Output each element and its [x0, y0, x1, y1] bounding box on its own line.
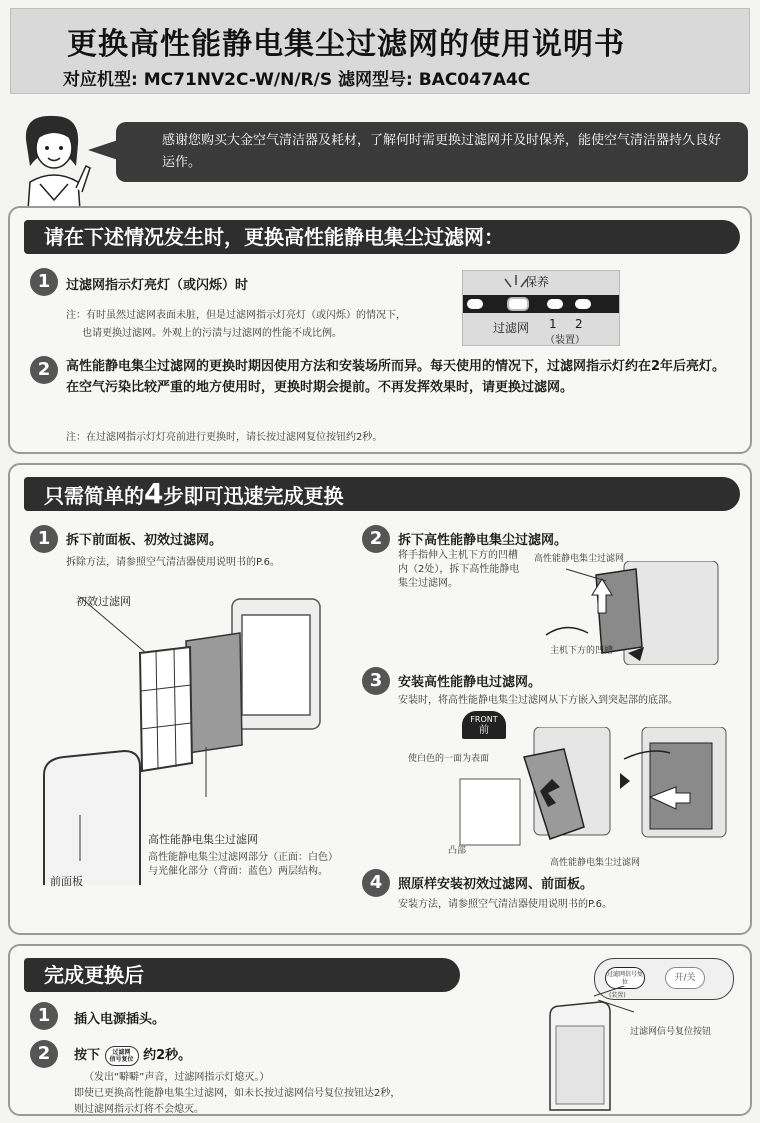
step3-title: 安装高性能静电过滤网。	[398, 675, 542, 690]
after-step-1-text: 插入电源插头。	[74, 1012, 166, 1027]
indicator-label-maintenance: 保养	[525, 275, 550, 289]
front-badge-en: FRONT	[470, 715, 498, 724]
glow-lines-icon	[501, 271, 531, 293]
filter-reset-button[interactable]: 过滤网信号复位	[605, 967, 645, 989]
label-front-panel: 前面板	[50, 875, 83, 888]
front-badge-cn: 前	[479, 725, 489, 736]
label-hp-filter: 高性能静电集尘过滤网	[148, 833, 258, 846]
reset-btn-line1: 过滤网	[112, 1048, 131, 1056]
item1-note1: 注：有时虽然过滤网表面未脏，但是过滤网指示灯亮灯（或闪烁）的情况下，	[66, 310, 406, 321]
step2-label-hp: 高性能静电集尘过滤网	[534, 554, 625, 564]
after-sub-3: 则过滤网指示灯将不会熄灭。	[74, 1104, 204, 1115]
indicator-label-2: 2	[575, 317, 583, 331]
step3-number: 3	[362, 667, 390, 695]
after-step-2-number: 2	[30, 1040, 58, 1068]
indicator-panel	[462, 270, 620, 346]
indicator-dot	[547, 299, 563, 309]
banner-step-count: 4	[144, 477, 164, 510]
after-step-1-number: 1	[30, 1002, 58, 1030]
item1-note2: 也请更换过滤网。外观上的污渍与过滤网的性能不成比例。	[82, 328, 342, 339]
woman-illustration	[14, 110, 92, 210]
step-number-2: 2	[30, 356, 58, 384]
page-title: 更换高性能静电集尘过滤网的使用说明书	[67, 27, 625, 62]
step1-number: 1	[30, 525, 58, 553]
power-button[interactable]: 开/关	[665, 967, 705, 989]
section2-banner	[24, 477, 740, 511]
filter-reset-button-icon	[105, 1046, 139, 1066]
indicator-label-filter: 过滤网	[493, 321, 530, 335]
step3-desc: 安装时，将高性能静电集尘过滤网从下方嵌入到突起部的底部。	[398, 695, 678, 706]
banner-text-pre: 只需简单的	[44, 484, 144, 508]
intro-bubble: 感谢您购买大金空气清洁器及耗材，了解何时需更换过滤网并及时保养，能使空气清洁器持久良好运作。	[116, 122, 748, 182]
panel-small-label: (装置)	[609, 992, 626, 999]
indicator-dot	[575, 299, 591, 309]
section-after-replacement	[8, 944, 752, 1116]
label-prefilter: 初效过滤网	[76, 595, 131, 608]
section-four-steps	[8, 463, 752, 935]
press-text-post: 约2秒。	[143, 1048, 192, 1063]
model-line: 对应机型: MC71NV2C-W/N/R/S 滤网型号: BAC047A4C	[63, 70, 531, 90]
reset-btn-line2: 信号复位	[109, 1055, 134, 1063]
section1-banner: 请在下述情况发生时，更换高性能静电集尘过滤网：	[24, 220, 740, 254]
step1-title: 拆下前面板、初效过滤网。	[66, 533, 223, 548]
after-sub-2: 即使已更换高性能静电集尘过滤网，如未长按过滤网信号复位按钮达2秒，	[74, 1088, 401, 1099]
speech-tail	[88, 140, 118, 160]
filter-lamp-icon	[507, 297, 529, 311]
after-step-2-text	[74, 1044, 191, 1066]
indicator-label-device: （装置）	[545, 335, 585, 346]
item1-title: 过滤网指示灯亮灯（或闪烁）时	[66, 278, 249, 293]
indicator-bar	[463, 295, 619, 313]
step4-number: 4	[362, 869, 390, 897]
step3-label-white: 使白色的一面为表面	[408, 754, 490, 764]
indicator-label-1: 1	[549, 317, 557, 331]
press-text-pre: 按下	[74, 1048, 101, 1063]
step2-title: 拆下高性能静电集尘过滤网。	[398, 533, 568, 548]
indicator-dot	[467, 299, 483, 309]
item2-note: 注：在过滤网指示灯灯亮前进行更换时，请长按过滤网复位按钮约2秒。	[66, 432, 383, 443]
step2-number: 2	[362, 525, 390, 553]
label-reset-button: 过滤网信号复位按钮	[630, 1027, 712, 1037]
after-sub-1: （发出“噼噼”声音，过滤网指示灯熄灭。）	[84, 1072, 270, 1083]
step2-desc: 将手指伸入主机下方的凹槽内（2处），拆下高性能静电集尘过滤网。	[398, 550, 520, 589]
purifier-unit-illustration	[538, 986, 634, 1116]
section3-banner: 完成更换后	[24, 958, 460, 992]
label-hp-desc: 高性能静电集尘过滤网部分（正面：白色）与光催化部分（背面：蓝色）两层结构。	[148, 852, 338, 877]
header	[10, 8, 750, 94]
step1-desc: 拆除方法，请参照空气清洁器使用说明书的P.6。	[66, 557, 281, 568]
step4-title: 照原样安装初效过滤网、前面板。	[398, 877, 594, 892]
step3-label-bump: 凸部	[448, 846, 467, 856]
item2-text: 高性能静电集尘过滤网的更换时期因使用方法和安装场所而异。每天使用的情况下，过滤网指示灯约在2年后亮灯。在空气污染比较严重的地方使用时，更换时期会提前。不再发挥效果时，请更换过滤网。	[66, 359, 726, 395]
section-when-to-replace	[8, 206, 752, 454]
banner-text-post: 步即可迅速完成更换	[163, 484, 344, 508]
step4-desc: 安装方法，请参照空气清洁器使用说明书的P.6。	[398, 899, 613, 910]
step-number-1: 1	[30, 268, 58, 296]
step2-label-groove: 主机下方的凹槽	[550, 646, 614, 656]
step3-illustration	[454, 727, 730, 851]
step3-label-hp: 高性能静电集尘过滤网	[550, 858, 641, 868]
